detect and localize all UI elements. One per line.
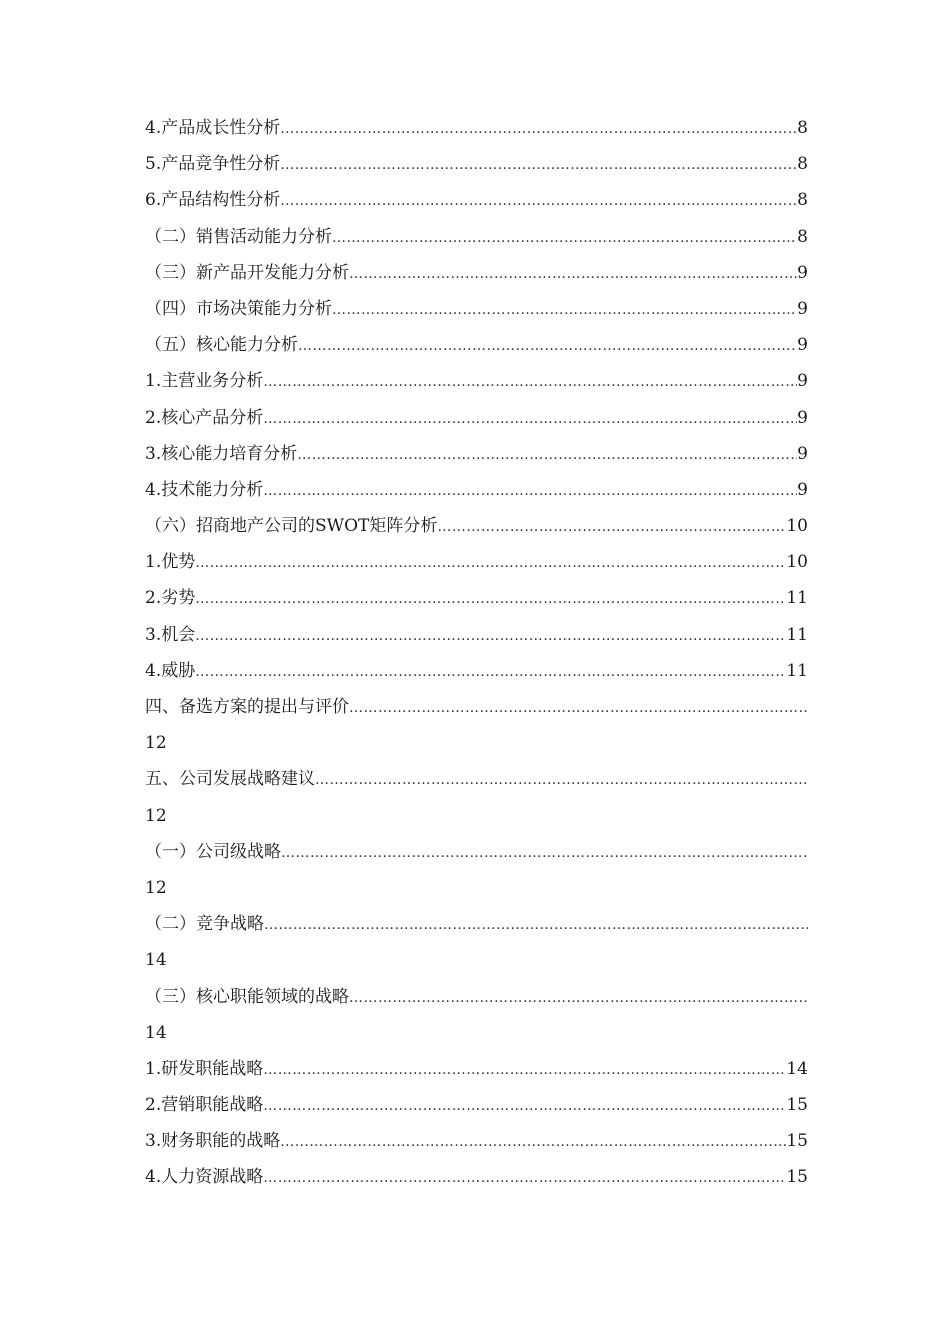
- toc-dot-leader: [332, 292, 797, 327]
- toc-entry[interactable]: [145, 436, 808, 472]
- toc-entry-page-number: 14: [786, 1058, 808, 1079]
- toc-entry[interactable]: [145, 1087, 808, 1123]
- toc-entry-title: 4.技术能力分析: [145, 479, 264, 500]
- toc-entry-title: 2.核心产品分析: [145, 407, 264, 428]
- toc-entry-page-number: 9: [797, 479, 808, 500]
- toc-dot-leader: [349, 690, 808, 725]
- toc-entry-page-number: 9: [797, 335, 808, 356]
- toc-dot-leader: [264, 907, 808, 942]
- toc-entry-title: （一）公司级战略: [145, 841, 281, 862]
- toc-dot-leader: [349, 256, 797, 291]
- toc-entry[interactable]: [145, 291, 808, 327]
- toc-entry[interactable]: [145, 508, 808, 544]
- toc-entry[interactable]: [145, 689, 808, 725]
- table-of-contents: [145, 110, 808, 1196]
- toc-entry[interactable]: [145, 219, 808, 255]
- toc-entry-title: 四、备选方案的提出与评价: [145, 697, 349, 717]
- toc-entry[interactable]: [145, 1123, 808, 1159]
- toc-entry-title: 2.营销职能战略: [145, 1095, 264, 1116]
- toc-entry-page-number: 14: [145, 1022, 167, 1043]
- toc-dot-leader: [263, 1088, 786, 1123]
- toc-dot-leader: [298, 328, 797, 363]
- toc-entry-page-number: 9: [797, 262, 808, 283]
- toc-entry-title: （三）新产品开发能力分析: [145, 262, 349, 283]
- toc-entry-title: 1.主营业务分析: [145, 371, 264, 392]
- toc-dot-leader: [332, 220, 797, 255]
- toc-entry-title: 5.产品竞争性分析: [145, 154, 281, 175]
- toc-entry-title: （五）核心能力分析: [145, 335, 298, 356]
- toc-entry[interactable]: [145, 906, 808, 942]
- toc-entry[interactable]: [145, 979, 808, 1015]
- toc-entry-page-number: 11: [786, 660, 808, 681]
- toc-entry-page-number: 9: [797, 407, 808, 428]
- toc-dot-leader: [315, 762, 808, 797]
- toc-dot-leader: [349, 980, 808, 1015]
- toc-entry-page-number: 12: [145, 805, 167, 826]
- toc-entry-page-number: 9: [797, 371, 808, 392]
- toc-entry-page-number: 10: [786, 552, 808, 573]
- toc-entry-page-number: 8: [797, 154, 808, 175]
- toc-entry-title: （四）市场决策能力分析: [145, 298, 332, 319]
- toc-dot-leader: [280, 111, 797, 146]
- toc-entry[interactable]: [145, 400, 808, 436]
- toc-entry-title: 五、公司发展战略建议: [145, 769, 315, 790]
- toc-entry-page-number: 14: [145, 950, 167, 971]
- toc-entry-title: （三）核心职能领域的战略: [145, 986, 349, 1007]
- toc-dot-leader: [195, 581, 786, 616]
- toc-entry[interactable]: [145, 834, 808, 870]
- toc-dot-leader: [263, 473, 797, 508]
- toc-entry[interactable]: [145, 255, 808, 291]
- toc-entry-page-number: 8: [797, 226, 808, 247]
- toc-entry[interactable]: [145, 1159, 808, 1195]
- toc-dot-leader: [195, 545, 786, 580]
- toc-entry-title: 3.核心能力培育分析: [145, 443, 298, 464]
- toc-entry-page-number: 15: [786, 1131, 808, 1152]
- toc-entry[interactable]: [145, 761, 808, 797]
- toc-entry[interactable]: [145, 544, 808, 580]
- toc-entry[interactable]: [145, 110, 808, 146]
- toc-entry[interactable]: [145, 580, 808, 616]
- toc-entry-page-number: 8: [797, 118, 808, 138]
- toc-entry-page-number: 8: [797, 190, 808, 211]
- toc-entry-page-number: 15: [786, 1167, 808, 1188]
- toc-entry-title: 3.财务职能的战略: [145, 1131, 281, 1152]
- toc-entry[interactable]: [145, 653, 808, 689]
- toc-entry-page-number: 10: [786, 516, 808, 537]
- toc-entry[interactable]: [145, 472, 808, 508]
- toc-dot-leader: [297, 437, 797, 472]
- toc-entry-title: （六）招商地产公司的SWOT矩阵分析: [145, 516, 438, 537]
- toc-dot-leader: [280, 183, 797, 218]
- toc-dot-leader: [263, 1160, 786, 1195]
- toc-entry-title: （二）竞争战略: [145, 914, 264, 935]
- toc-entry[interactable]: [145, 1051, 808, 1087]
- toc-entry-page-number: 12: [145, 877, 167, 898]
- toc-entry-title: 4.威胁: [145, 660, 196, 681]
- toc-dot-leader: [195, 618, 786, 653]
- toc-dot-leader: [263, 401, 797, 436]
- toc-dot-leader: [437, 509, 786, 544]
- toc-dot-leader: [280, 1124, 786, 1159]
- toc-entry[interactable]: [145, 327, 808, 363]
- toc-dot-leader: [263, 364, 797, 399]
- toc-entry-page-number: 9: [797, 443, 808, 464]
- toc-entry-title: （二）销售活动能力分析: [145, 226, 332, 247]
- toc-entry[interactable]: [145, 146, 808, 182]
- toc-dot-leader: [263, 1052, 786, 1087]
- toc-entry-page-number: 15: [786, 1095, 808, 1116]
- toc-entry-title: 2.劣势: [145, 588, 196, 609]
- toc-entry-title: 1.优势: [145, 552, 196, 573]
- toc-dot-leader: [280, 147, 797, 182]
- toc-entry-title: 3.机会: [145, 624, 196, 645]
- toc-entry[interactable]: [145, 617, 808, 653]
- toc-entry[interactable]: [145, 182, 808, 218]
- toc-entry-title: 6.产品结构性分析: [145, 190, 281, 211]
- toc-dot-leader: [195, 654, 786, 689]
- toc-entry[interactable]: [145, 363, 808, 399]
- toc-entry-page-number: 12: [145, 733, 167, 754]
- toc-entry-page-number: 11: [786, 624, 808, 645]
- toc-entry-title: 4.产品成长性分析: [145, 118, 281, 138]
- toc-entry-page-number: 11: [786, 588, 808, 609]
- toc-entry-title: 1.研发职能战略: [145, 1058, 264, 1079]
- toc-entry-page-number: 9: [797, 298, 808, 319]
- toc-entry-title: 4.人力资源战略: [145, 1167, 264, 1188]
- toc-dot-leader: [281, 835, 808, 870]
